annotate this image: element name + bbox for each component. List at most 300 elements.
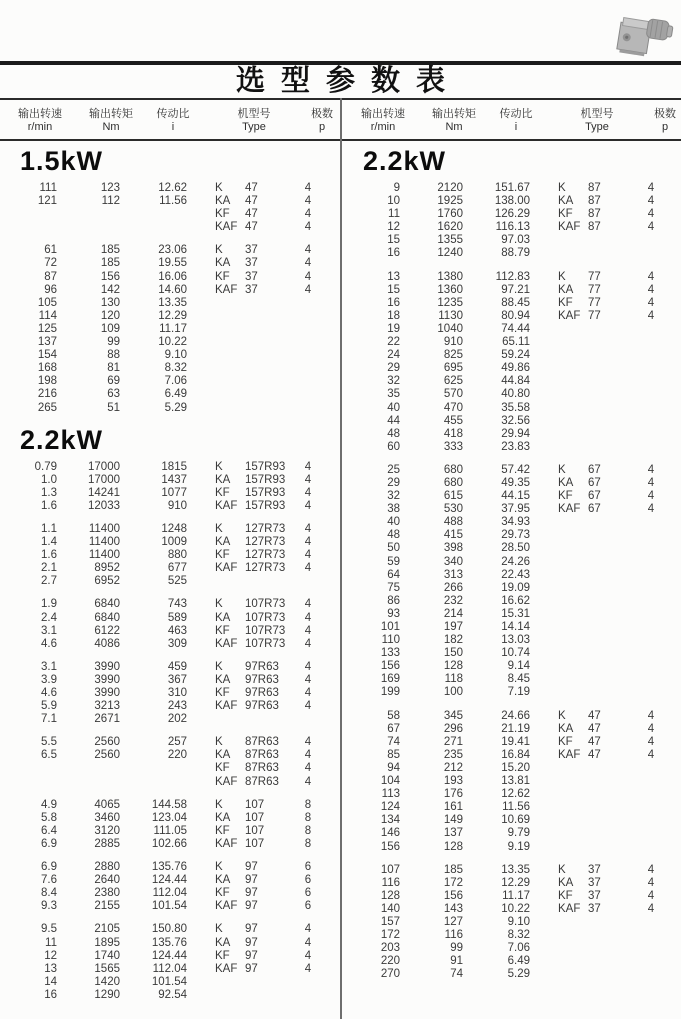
cell-model-type: KA 157R93	[215, 473, 286, 486]
cell-ratio: 11.56	[502, 801, 530, 814]
cell-output-torque: 91	[450, 955, 463, 968]
cell-poles	[634, 660, 668, 673]
cell-model-type	[530, 234, 634, 247]
cell-ratio: 101.54	[151, 900, 187, 913]
cell-ratio: 13.35	[501, 863, 530, 876]
model-group	[0, 799, 340, 851]
cell-output-torque: 340	[443, 555, 463, 568]
cell-ratio: 44.84	[501, 375, 530, 388]
cell-model-type: K 157R93	[215, 460, 286, 473]
cell-output-torque: 130	[100, 296, 120, 309]
cell-output-speed: 72	[44, 257, 57, 270]
cell-poles: 8	[304, 811, 312, 824]
cell-poles	[634, 428, 668, 441]
cell-output-torque: 172	[443, 876, 463, 889]
table-row	[343, 801, 681, 814]
cell-model-type: KF 47	[558, 735, 601, 748]
cell-poles	[634, 323, 668, 336]
model-group	[0, 598, 340, 650]
cell-output-speed: 133	[380, 647, 400, 660]
table-row	[0, 598, 340, 611]
cell-ratio: 80.94	[501, 309, 530, 322]
cell-output-torque: 271	[443, 735, 463, 748]
cell-ratio: 13.03	[501, 634, 530, 647]
cell-model-type	[530, 673, 634, 686]
table-row	[0, 661, 340, 674]
cell-model-type: KF 67	[558, 490, 601, 503]
cell-poles	[634, 388, 668, 401]
cell-ratio: 1077	[161, 486, 187, 499]
header-label-unit: Type	[242, 120, 266, 133]
cell-output-torque: 6952	[94, 575, 120, 588]
cell-poles: 4	[647, 195, 655, 208]
cell-ratio: 65.11	[502, 336, 530, 349]
cell-output-speed: 105	[37, 296, 57, 309]
cell-model-type: K 127R73	[215, 522, 286, 535]
cell-output-torque: 6840	[94, 611, 120, 624]
cell-model-type	[530, 595, 634, 608]
cell-ratio: 19.09	[501, 581, 530, 594]
cell-poles: 4	[304, 244, 312, 257]
cell-ratio: 28.50	[501, 542, 530, 555]
cell-ratio: 126.29	[494, 208, 530, 221]
cell-output-speed: 3.1	[41, 660, 57, 673]
cell-ratio: 10.22	[158, 336, 187, 349]
cell-poles: 4	[304, 949, 312, 962]
cell-output-speed: 111	[39, 182, 57, 194]
model-group	[343, 710, 681, 854]
cell-poles	[634, 955, 668, 968]
table-row	[343, 388, 681, 401]
header-label-zh: 输出转矩	[89, 107, 133, 120]
table-row	[343, 710, 681, 723]
cell-ratio: 135.76	[151, 861, 187, 874]
cell-model-type: K 47	[558, 709, 601, 722]
cell-output-speed: 172	[380, 929, 400, 942]
table-row	[0, 284, 340, 297]
model-group	[343, 271, 681, 454]
cell-output-torque: 11400	[88, 522, 120, 535]
cell-model-type	[187, 375, 291, 388]
cell-output-torque: 296	[443, 722, 463, 735]
cell-output-speed: 16	[387, 247, 400, 260]
cell-output-torque: 345	[443, 709, 463, 722]
cell-poles: 4	[304, 270, 312, 283]
cell-model-type: KF 97	[215, 949, 258, 962]
table-row	[343, 336, 681, 349]
cell-ratio: 111.05	[153, 824, 187, 837]
cell-output-speed: 50	[387, 542, 400, 555]
table-row	[0, 923, 340, 936]
cell-model-type	[187, 713, 291, 726]
cell-model-type	[530, 647, 634, 660]
table-row	[343, 441, 681, 454]
cell-ratio: 144.58	[151, 798, 187, 811]
cell-output-speed	[0, 221, 57, 234]
cell-model-type: K 37	[215, 244, 258, 257]
cell-model-type: KA 77	[558, 283, 601, 296]
cell-model-type	[187, 336, 291, 349]
cell-ratio: 29.94	[501, 427, 530, 440]
cell-model-type	[187, 349, 291, 362]
cell-output-speed: 265	[37, 401, 57, 414]
cell-ratio: 13.35	[158, 296, 187, 309]
cell-model-type	[530, 660, 634, 673]
cell-output-torque: 1380	[437, 270, 463, 283]
table-row	[0, 963, 340, 976]
cell-model-type: KF 87R63	[215, 762, 279, 775]
cell-output-torque: 625	[443, 375, 463, 388]
cell-poles	[634, 349, 668, 362]
cell-output-torque	[57, 762, 120, 775]
cell-poles	[634, 686, 668, 699]
cell-ratio: 1437	[161, 473, 187, 486]
table-row	[0, 362, 340, 375]
cell-model-type	[530, 247, 634, 260]
cell-poles	[634, 634, 668, 647]
cell-model-type	[187, 310, 291, 323]
cell-output-speed: 5.9	[41, 700, 57, 713]
cell-poles: 4	[647, 463, 655, 476]
cell-model-type: K 67	[558, 463, 601, 476]
table-row	[343, 736, 681, 749]
table-row	[0, 874, 340, 887]
cell-output-speed: 24	[387, 349, 400, 362]
cell-ratio: 112.04	[152, 887, 187, 900]
cell-output-torque: 695	[443, 362, 463, 375]
cell-output-torque: 143	[443, 902, 463, 915]
cell-poles	[291, 388, 325, 401]
header-label-zh: 传动比	[156, 107, 190, 120]
header-label-unit: Nm	[102, 120, 120, 133]
table-row	[343, 621, 681, 634]
cell-poles: 4	[304, 221, 312, 234]
cell-ratio: 463	[167, 624, 187, 637]
header-col-Type	[204, 108, 304, 134]
cell-poles	[634, 673, 668, 686]
table-row	[0, 208, 340, 221]
cell-poles: 4	[647, 889, 655, 902]
table-row	[0, 461, 340, 474]
cell-ratio: 14.14	[501, 621, 530, 633]
cell-ratio: 112.83	[495, 270, 530, 283]
cell-ratio: 367	[167, 673, 187, 686]
cell-model-type: K 87R63	[215, 736, 279, 749]
table-row	[0, 349, 340, 362]
cell-output-speed: 154	[37, 349, 57, 362]
cell-output-speed: 134	[380, 814, 400, 827]
table-row	[343, 195, 681, 208]
cell-output-speed: 216	[37, 388, 57, 401]
cell-model-type: KA 37	[558, 876, 601, 889]
cell-output-speed: 29	[387, 476, 400, 489]
cell-output-torque: 17000	[88, 473, 120, 486]
table-row	[0, 221, 340, 234]
cell-output-torque: 156	[443, 889, 463, 902]
cell-ratio: 22.43	[501, 568, 530, 581]
cell-poles: 4	[647, 476, 655, 489]
cell-model-type: KAF 47	[558, 748, 601, 761]
cell-output-speed: 85	[387, 748, 400, 761]
cell-output-torque: 123	[100, 182, 120, 194]
cell-poles: 4	[647, 283, 655, 296]
cell-poles	[634, 929, 668, 942]
cell-ratio: 151.67	[494, 182, 530, 194]
cell-poles	[291, 713, 325, 726]
cell-poles: 4	[647, 748, 655, 761]
cell-ratio: 150.80	[151, 923, 187, 936]
cell-model-type	[530, 955, 634, 968]
table-row	[343, 634, 681, 647]
cell-poles: 4	[304, 749, 312, 762]
cell-model-type: KF 97	[215, 887, 258, 900]
cell-model-type: KAF 157R93	[215, 499, 286, 512]
cell-output-speed: 121	[37, 195, 57, 208]
table-row	[0, 625, 340, 638]
cell-ratio: 910	[167, 499, 187, 512]
cell-output-torque: 488	[443, 516, 463, 529]
cell-ratio: 74.44	[501, 322, 530, 335]
cell-output-torque	[57, 776, 120, 789]
cell-output-torque: 112	[101, 195, 120, 208]
cell-model-type	[530, 775, 634, 788]
cell-output-speed: 6.9	[41, 837, 57, 850]
table-row	[343, 415, 681, 428]
cell-output-speed: 6.4	[41, 824, 57, 837]
cell-output-torque: 193	[443, 775, 463, 788]
cell-output-speed: 168	[37, 362, 57, 375]
cell-output-torque: 418	[443, 427, 463, 440]
table-row	[0, 674, 340, 687]
model-group	[0, 523, 340, 588]
table-row	[0, 762, 340, 775]
column-divider	[340, 98, 342, 1019]
cell-output-speed: 140	[380, 902, 400, 915]
cell-ratio: 23.83	[501, 440, 530, 453]
cell-output-torque: 570	[443, 388, 463, 401]
cell-output-torque: 1130	[438, 309, 463, 322]
table-row	[0, 257, 340, 270]
cell-poles	[634, 942, 668, 955]
table-row	[0, 575, 340, 588]
cell-output-torque: 63	[107, 388, 120, 401]
table-row	[343, 556, 681, 569]
cell-model-type: KA 107	[215, 811, 265, 824]
cell-output-torque: 74	[450, 968, 463, 981]
cell-poles	[634, 542, 668, 555]
cell-poles: 4	[304, 936, 312, 949]
table-row	[0, 812, 340, 825]
table-row	[0, 838, 340, 851]
cell-ratio: 10.22	[501, 902, 530, 915]
cell-output-torque: 455	[443, 414, 463, 427]
cell-output-torque: 2880	[94, 861, 120, 874]
cell-model-type: KA 97	[215, 874, 258, 887]
cell-output-speed: 1.1	[41, 522, 57, 535]
cell-output-torque: 2640	[94, 874, 120, 887]
cell-model-type: KAF 97R63	[215, 700, 279, 713]
table-row	[0, 687, 340, 700]
cell-output-torque: 150	[443, 647, 463, 660]
cell-ratio	[120, 762, 187, 775]
cell-ratio: 1815	[161, 460, 187, 473]
cell-model-type	[530, 336, 634, 349]
cell-poles: 8	[304, 798, 312, 811]
cell-output-torque: 11400	[88, 549, 120, 562]
header-label-unit: r/min	[27, 120, 53, 133]
cell-output-torque: 99	[450, 942, 463, 955]
cell-model-type: K 87	[558, 182, 601, 194]
cell-poles: 4	[304, 923, 312, 936]
cell-model-type: K 37	[558, 863, 601, 876]
table-row	[0, 336, 340, 349]
cell-poles: 4	[304, 460, 312, 473]
cell-model-type: KF 107	[215, 824, 265, 837]
header-label-unit: p	[318, 120, 326, 133]
cell-output-torque: 3120	[94, 824, 120, 837]
cell-poles	[291, 375, 325, 388]
cell-model-type: KA 47	[558, 722, 601, 735]
cell-poles: 4	[647, 270, 655, 283]
cell-output-torque: 1360	[437, 283, 463, 296]
cell-output-speed: 4.9	[41, 798, 57, 811]
cell-model-type: KA 87R63	[215, 749, 279, 762]
cell-output-speed: 1.0	[41, 473, 57, 486]
cell-ratio: 23.06	[158, 244, 187, 257]
header-label-zh: 输出转速	[18, 107, 62, 120]
cell-model-type: KF 37	[558, 889, 601, 902]
header-col-p	[647, 108, 681, 134]
cell-poles	[291, 976, 325, 989]
table-row	[0, 388, 340, 401]
cell-model-type: KAF 97	[215, 962, 258, 975]
cell-model-type	[530, 916, 634, 929]
table-row	[0, 182, 340, 195]
cell-output-speed: 22	[387, 336, 400, 349]
cell-output-speed: 75	[387, 581, 400, 594]
cell-poles	[634, 788, 668, 801]
cell-model-type: KA 67	[558, 476, 601, 489]
cell-poles	[634, 814, 668, 827]
table-column-right	[343, 142, 681, 991]
cell-ratio: 243	[167, 700, 187, 713]
cell-ratio: 9.19	[507, 840, 530, 853]
cell-output-torque: 1565	[94, 962, 120, 975]
cell-poles: 8	[304, 837, 312, 850]
cell-poles: 4	[304, 473, 312, 486]
cell-output-torque: 1895	[94, 936, 120, 949]
cell-ratio: 88.79	[501, 247, 530, 260]
cell-ratio	[120, 208, 187, 221]
table-row	[343, 375, 681, 388]
cell-poles	[634, 968, 668, 981]
cell-poles	[634, 234, 668, 247]
cell-output-speed: 5.8	[41, 811, 57, 824]
cell-output-torque: 14241	[88, 486, 120, 499]
table-row	[343, 903, 681, 916]
header-label-zh: 传动比	[499, 107, 533, 120]
cell-ratio	[120, 221, 187, 234]
cell-model-type: KAF 127R73	[215, 562, 286, 575]
cell-model-type: KAF 37	[215, 283, 258, 296]
cell-output-torque: 11400	[88, 536, 120, 549]
cell-output-speed: 59	[387, 555, 400, 568]
header-col-p	[304, 108, 340, 134]
cell-poles	[634, 762, 668, 775]
cell-model-type	[530, 634, 634, 647]
table-row	[343, 529, 681, 542]
cell-ratio: 8.32	[507, 929, 530, 942]
cell-ratio: 116.13	[495, 221, 530, 234]
cell-poles: 4	[647, 902, 655, 915]
cell-output-torque: 825	[443, 349, 463, 362]
cell-ratio: 5.29	[507, 968, 530, 981]
table-row	[343, 310, 681, 323]
cell-output-speed: 74	[387, 735, 400, 748]
cell-poles	[634, 516, 668, 529]
cell-output-torque: 4065	[94, 798, 120, 811]
cell-poles: 6	[304, 887, 312, 900]
cell-output-torque: 128	[443, 660, 463, 673]
cell-poles	[291, 349, 325, 362]
cell-output-speed: 0.79	[34, 460, 57, 473]
cell-output-torque: 81	[107, 362, 120, 375]
table-row	[343, 297, 681, 310]
cell-poles: 4	[304, 499, 312, 512]
cell-ratio: 1248	[161, 522, 187, 535]
header-label-zh: 输出转速	[361, 107, 405, 120]
cell-output-torque: 88	[107, 349, 120, 362]
table-row	[343, 182, 681, 195]
cell-output-speed: 38	[387, 503, 400, 516]
cell-model-type	[530, 556, 634, 569]
model-group	[0, 736, 340, 788]
cell-model-type: KF 107R73	[215, 624, 286, 637]
table-row	[343, 349, 681, 362]
cell-output-torque: 333	[443, 440, 463, 453]
cell-output-speed: 48	[387, 427, 400, 440]
cell-ratio: 16.62	[501, 594, 530, 607]
cell-output-speed: 94	[387, 761, 400, 774]
cell-output-torque: 182	[443, 634, 463, 647]
table-row	[0, 523, 340, 536]
cell-output-speed: 6.5	[41, 749, 57, 762]
cell-poles	[634, 556, 668, 569]
cell-model-type: K 107	[215, 798, 265, 811]
table-row	[343, 775, 681, 788]
table-row	[0, 700, 340, 713]
cell-model-type	[530, 529, 634, 542]
cell-output-torque: 313	[443, 568, 463, 581]
cell-output-torque: 2380	[94, 887, 120, 900]
cell-poles: 4	[304, 549, 312, 562]
cell-model-type: KAF 37	[558, 902, 601, 915]
cell-output-speed: 1.3	[41, 486, 57, 499]
cell-model-type: KF 97R63	[215, 687, 279, 699]
cell-model-type: KAF 67	[558, 503, 601, 516]
cell-model-type: KF 87	[558, 208, 601, 221]
table-row	[343, 749, 681, 762]
header-col-Nm	[423, 108, 485, 134]
cell-output-speed: 32	[387, 490, 400, 503]
cell-ratio: 13.81	[501, 775, 530, 788]
cell-ratio: 123.04	[151, 811, 187, 824]
model-group	[343, 182, 681, 261]
table-row	[343, 208, 681, 221]
table-row	[343, 582, 681, 595]
cell-output-speed: 2.7	[41, 575, 57, 588]
cell-ratio: 32.56	[501, 414, 530, 427]
